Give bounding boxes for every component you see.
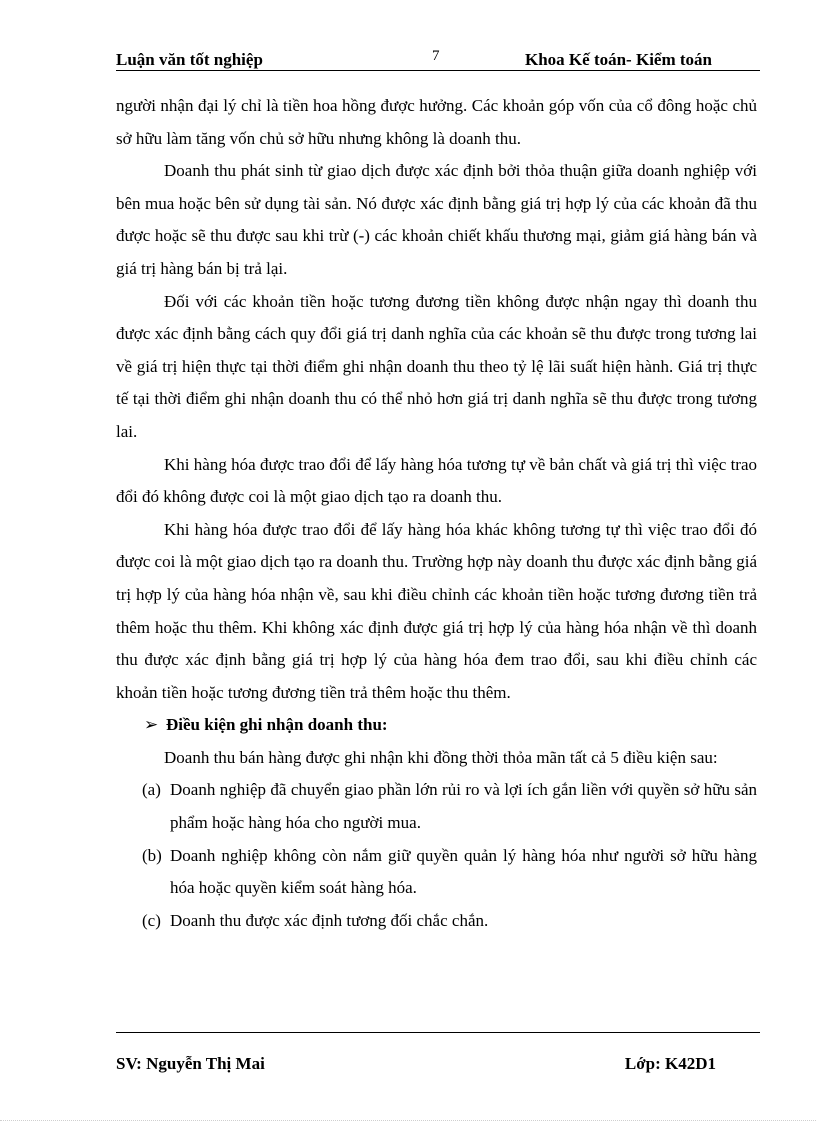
condition-tag: (a) — [142, 780, 161, 800]
section-heading — [116, 709, 757, 742]
paragraph-4: Khi hàng hóa được trao đổi để lấy hàng hóa tương tự về bản chất và giá trị thì việc trao đổi đó không được coi là một giao dịch tạo ra doanh thu. — [116, 454, 757, 507]
condition-a — [116, 774, 757, 839]
page-edge-divider — [0, 1120, 816, 1121]
condition-c — [116, 905, 757, 938]
condition-text: Doanh thu được xác định tương đối chắc chắn. — [170, 910, 489, 930]
paragraph-1: người nhận đại lý chỉ là tiền hoa hồng được hưởng. Các khoản góp vốn của cổ đông hoặc chủ sở hữu làm tăng vốn chủ sở hữu nhưng không là doanh thu. — [116, 96, 757, 148]
condition-text: Doanh nghiệp không còn nắm giữ quyền quản lý hàng hóa như người sở hữu hàng hóa hoặc quyền kiểm soát hàng hóa. — [170, 845, 757, 898]
arrow-bullet-icon: ➢ — [144, 715, 159, 735]
section-intro: Doanh thu bán hàng được ghi nhận khi đồng thời thỏa mãn tất cả 5 điều kiện sau: — [164, 747, 718, 767]
page-footer — [116, 1054, 760, 1078]
paragraph-3: Đối với các khoản tiền hoặc tương đương tiền không được nhận ngay thì doanh thu được xác định bằng cách quy đổi giá trị danh nghĩa của các khoản sẽ thu được trong tương lai về giá trị hiện thực tại thời điểm ghi nhận doanh thu theo tỷ lệ lãi suất hiện hành. Giá trị thực tế tại thời điểm ghi nhận doanh thu có thể nhỏ hơn giá trị danh nghĩa sẽ thu được trong tương lai. — [116, 291, 757, 441]
page-header — [116, 44, 760, 71]
page-number: 7 — [432, 48, 440, 64]
class-code: Lớp: K42D1 — [624, 1054, 716, 1073]
thesis-title: Luận văn tốt nghiệp — [116, 50, 263, 69]
student-name: SV: Nguyễn Thị Mai — [116, 1054, 265, 1073]
condition-tag: (b) — [142, 845, 162, 865]
paragraph-5: Khi hàng hóa được trao đổi để lấy hàng hóa khác không tương tự thì việc trao đổi đó được coi là một giao dịch tạo ra doanh thu. Trường hợp này doanh thu được xác định bằng giá trị hợp lý của hàng hóa nhận về, sau khi điều chỉnh các khoản tiền hoặc tương đương tiền trả thêm hoặc thu thêm. Khi không xác định được giá trị hợp lý của hàng hóa nhận về thì doanh thu được xác định bằng giá trị hợp lý của hàng hóa đem trao đổi, sau khi điều chỉnh các khoản tiền hoặc tương đương tiền trả thêm hoặc thu thêm. — [116, 519, 757, 702]
section-heading-text: Điều kiện ghi nhận doanh thu: — [166, 715, 388, 735]
condition-tag: (c) — [142, 910, 161, 930]
document-body — [116, 90, 757, 937]
department-name: Khoa Kế toán- Kiểm toán — [525, 50, 712, 69]
condition-b — [116, 840, 757, 905]
condition-text: Doanh nghiệp đã chuyển giao phần lớn rủi ro và lợi ích gắn liền với quyền sở hữu sản phẩm hoặc hàng hóa cho người mua. — [170, 780, 757, 833]
footer-divider — [116, 1032, 760, 1033]
paragraph-2: Doanh thu phát sinh từ giao dịch được xác định bởi thỏa thuận giữa doanh nghiệp với bên mua hoặc bên sử dụng tài sản. Nó được xác định bằng giá trị hợp lý của các khoản đã thu được hoặc sẽ thu được sau khi trừ (-) các khoản chiết khấu thương mại, giảm giá hàng bán và giá trị hàng bán bị trả lại. — [116, 161, 757, 278]
